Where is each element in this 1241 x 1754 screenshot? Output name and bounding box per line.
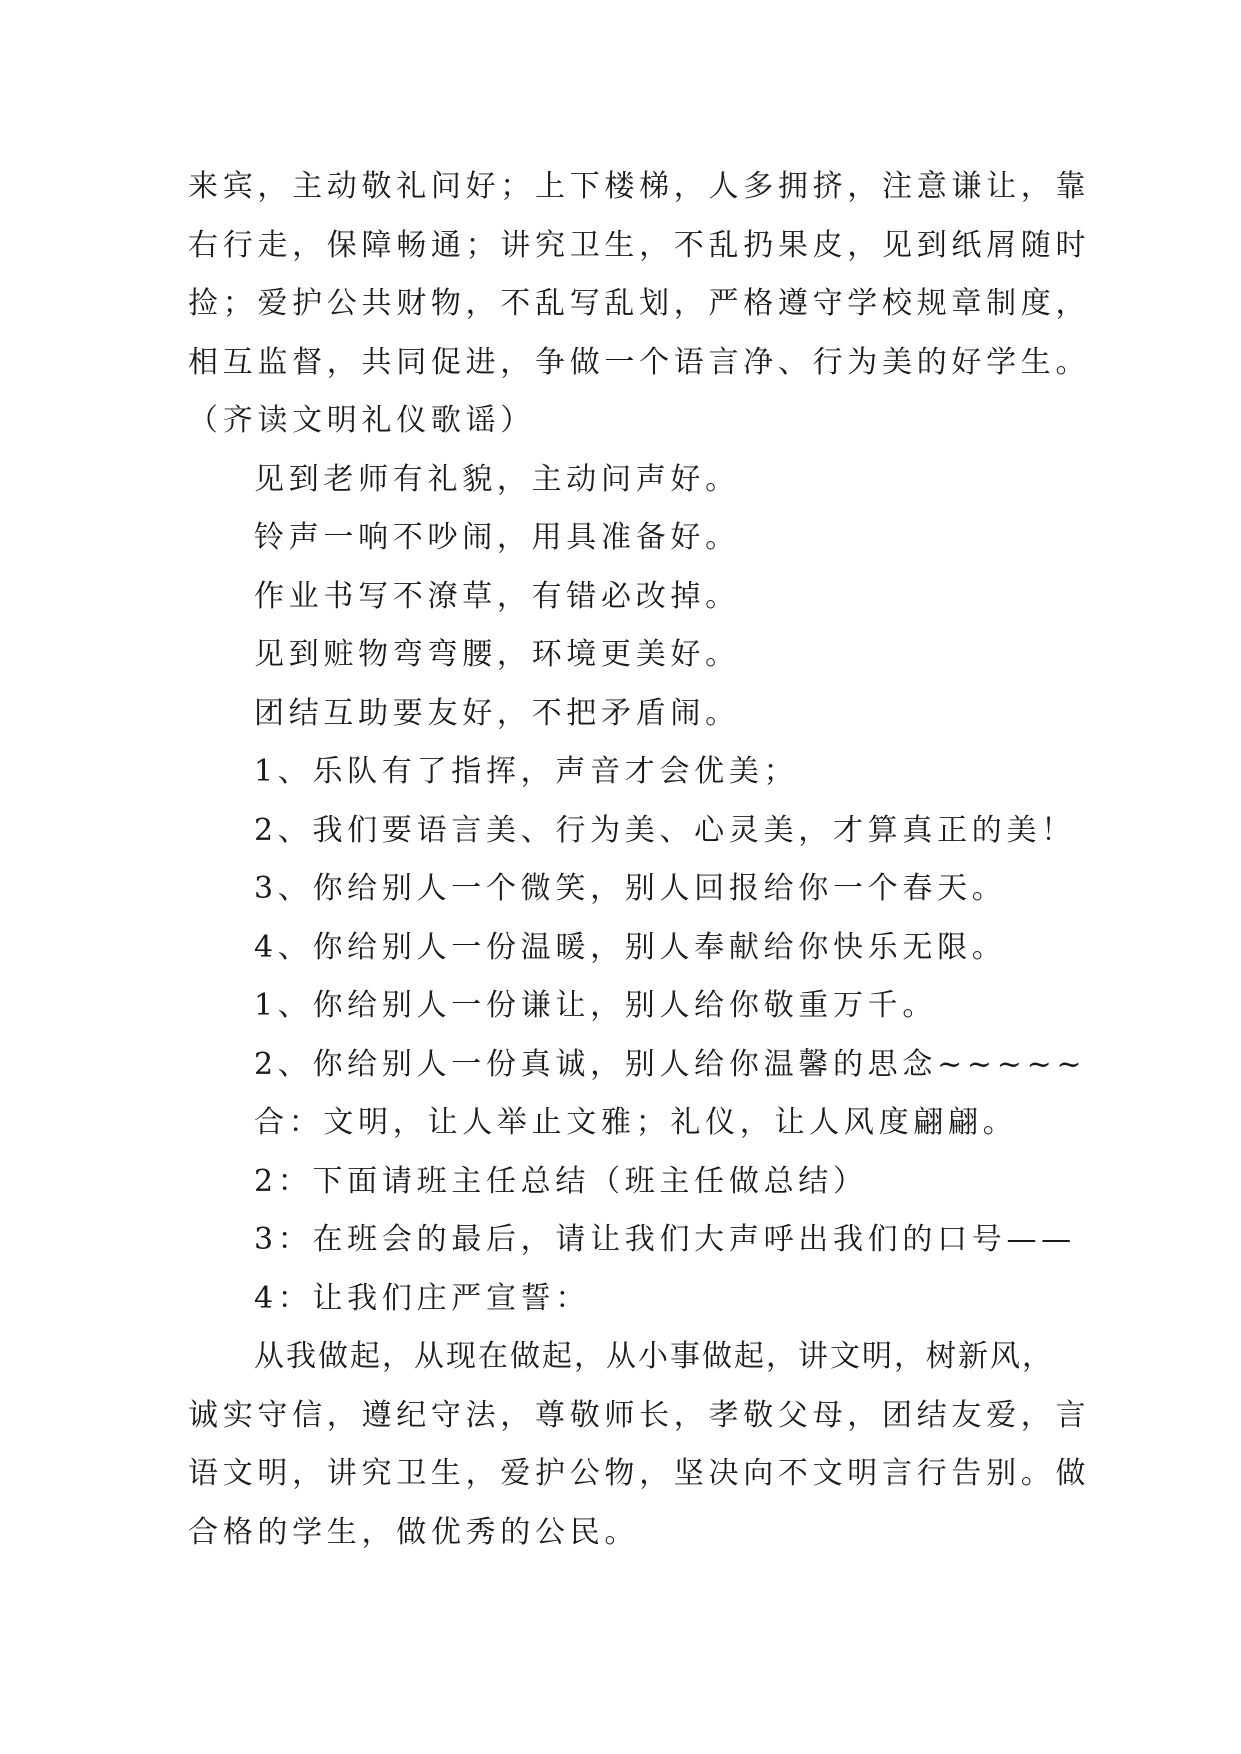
- text-line: 语文明，讲究卫生，爱护公物，坚决向不文明言行告别。做: [188, 1456, 1091, 1491]
- text-line: 3、你给别人一个微笑，别人回报给你一个春天。: [254, 871, 1007, 906]
- text-line: 2、我们要语言美、行为美、心灵美，才算真正的美！: [254, 812, 1076, 848]
- text-line: 2、你给别人一份真诚，别人给你温馨的思念~~~~~: [254, 1046, 1087, 1082]
- text-line: （齐读文明礼仪歌谣）: [188, 403, 535, 438]
- text-line: 合：文明，让人举止文雅；礼仪，让人风度翩翩。: [254, 1105, 1018, 1140]
- text-line: 1、乐队有了指挥，声音才会优美；: [254, 754, 799, 789]
- text-line: 合格的学生，做优秀的公民。: [188, 1514, 640, 1550]
- text-line: 铃声一响不吵闹，用具准备好。: [254, 520, 740, 555]
- text-line: 捡；爱护公共财物，不乱写乱划，严格遵守学校规章制度，: [188, 286, 1091, 321]
- text-line: 见到赃物弯弯腰，环境更美好。: [254, 637, 740, 672]
- text-line: 右行走，保障畅通；讲究卫生，不乱扔果皮，见到纸屑随时: [188, 227, 1091, 263]
- text-line: 团结互助要友好，不把矛盾闹。: [254, 695, 740, 731]
- text-line: 1、你给别人一份谦让，别人给你敬重万千。: [254, 988, 938, 1023]
- text-line: 见到老师有礼貌，主动问声好。: [254, 461, 740, 497]
- text-line: 相互监督，共同促进，争做一个语言净、行为美的好学生。: [188, 344, 1091, 380]
- text-line: 4：让我们庄严宣誓：: [254, 1280, 591, 1316]
- text-line: 4、你给别人一份温暖，别人奉献给你快乐无限。: [254, 929, 1007, 965]
- text-line: 从我做起，从现在做起，从小事做起，讲文明，树新风，: [254, 1339, 1054, 1374]
- text-line: 诚实守信，遵纪守法，尊敬师长，孝敬父母，团结友爱，言: [188, 1397, 1091, 1433]
- text-line: 来宾，主动敬礼问好；上下楼梯，人多拥挤，注意谦让，靠: [188, 169, 1091, 204]
- document-body: [188, 158, 1091, 1562]
- text-line: 作业书写不潦草，有错必改掉。: [254, 578, 740, 614]
- text-line: 3：在班会的最后，请让我们大声呼出我们的口号——: [254, 1222, 1076, 1257]
- text-line: 2：下面请班主任总结（班主任做总结）: [254, 1163, 868, 1199]
